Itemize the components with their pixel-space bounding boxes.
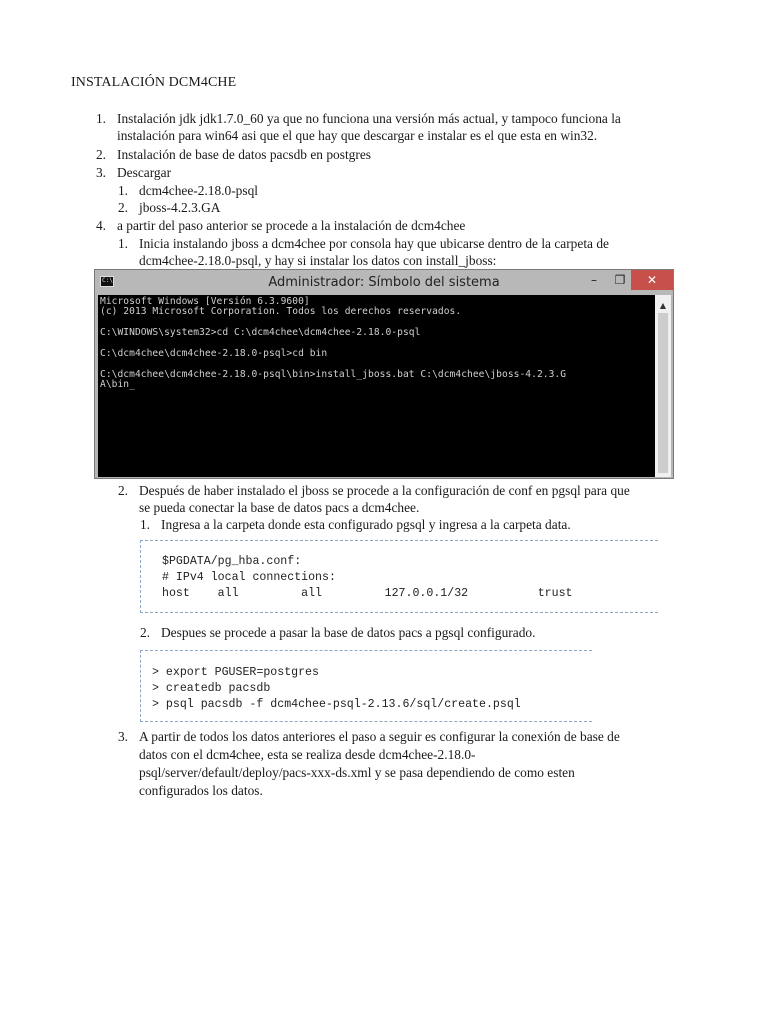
minimize-button[interactable]: –: [591, 273, 597, 287]
sub-list-item-text: datos con el dcm4chee, esta se realiza desde dcm4chee-2.18.0-: [139, 747, 476, 762]
sub-list-number: 2.: [117, 483, 128, 498]
sub-list-item-text: se pueda conectar la base de datos pacs a dcm4chee.: [139, 500, 420, 515]
sub-list-item-text: A partir de todos los datos anteriores el paso a seguir es configurar la conexión de base de: [139, 729, 620, 744]
sub-sub-list-number: 2.: [139, 625, 150, 640]
sub-sub-list-item-text: Ingresa a la carpeta donde esta configurado pgsql y ingresa a la carpeta data.: [161, 517, 571, 532]
list-item-text: instalación para win64 asi que el que hay que descargar e instalar es el que esta en win32.: [117, 128, 598, 143]
console-line: A\bin_: [100, 379, 135, 390]
cmd-icon: C:\: [100, 276, 114, 287]
console-scrollbar[interactable]: [655, 295, 671, 477]
list-item-text: Descargar: [117, 165, 172, 180]
sub-list-item-text: psql/server/default/deploy/pacs-xxx-ds.xml y se pasa dependiendo de como esten: [139, 765, 575, 780]
code-line: $PGDATA/pg_hba.conf:: [162, 555, 302, 568]
code-line: > psql pacsdb -f dcm4chee-psql-2.13.6/sql/create.psql: [152, 698, 521, 711]
sub-list-item-text: dcm4chee-2.18.0-psql: [139, 183, 258, 198]
sub-list-number: 1.: [117, 183, 128, 198]
code-block-pg-hba: [140, 540, 658, 613]
sub-list-number: 1.: [117, 236, 128, 251]
list-item-text: a partir del paso anterior se procede a la instalación de dcm4chee: [117, 218, 466, 233]
list-number: 3.: [95, 165, 106, 180]
sub-sub-list-item-text: Despues se procede a pasar la base de datos pacs a pgsql configurado.: [161, 625, 536, 640]
sub-list-item-text: Después de haber instalado el jboss se procede a la configuración de conf en pgsql para que: [139, 483, 630, 498]
sub-list-item-text: jboss-4.2.3.GA: [139, 200, 221, 215]
code-line: host all all 127.0.0.1/32 trust: [162, 587, 573, 600]
list-number: 2.: [95, 147, 106, 162]
console-line: (c) 2013 Microsoft Corporation. Todos los derechos reservados.: [100, 306, 462, 317]
sub-list-item-text: Inicia instalando jboss a dcm4chee por consola hay que ubicarse dentro de la carpeta de: [139, 236, 609, 251]
sub-list-item-text: dcm4chee-2.18.0-psql, y hay si instalar los datos con install_jboss:: [139, 253, 497, 268]
console-title: Administrador: Símbolo del sistema: [268, 275, 500, 290]
console-line: Microsoft Windows [Versión 6.3.9600]: [100, 296, 310, 307]
console-line: C:\dcm4chee\dcm4chee-2.18.0-psql>cd bin: [100, 348, 328, 359]
maximize-button[interactable]: ❐: [614, 273, 626, 287]
close-button[interactable]: ✕: [631, 270, 673, 290]
document-title: INSTALACIÓN DCM4CHE: [71, 75, 237, 90]
scrollbar-thumb[interactable]: [658, 313, 668, 473]
console-window: [94, 269, 674, 479]
console-line: C:\dcm4chee\dcm4chee-2.18.0-psql\bin>install_jboss.bat C:\dcm4chee\jboss-4.2.3.G: [100, 369, 567, 380]
code-line: > export PGUSER=postgres: [152, 666, 319, 679]
code-line: # IPv4 local connections:: [162, 571, 336, 584]
console-titlebar: [95, 270, 673, 295]
list-number: 4.: [95, 218, 106, 233]
sub-list-number: 3.: [117, 729, 128, 744]
code-block-createdb: [140, 650, 592, 722]
sub-list-number: 2.: [117, 200, 128, 215]
console-screen[interactable]: [98, 295, 655, 477]
code-line: > createdb pacsdb: [152, 682, 271, 695]
sub-list-item-text: configurados los datos.: [139, 783, 263, 798]
list-item-text: Instalación jdk jdk1.7.0_60 ya que no funciona una versión más actual, y tampoco funciona la: [117, 111, 621, 126]
list-number: 1.: [95, 111, 106, 126]
console-line: C:\WINDOWS\system32>cd C:\dcm4chee\dcm4chee-2.18.0-psql: [100, 327, 421, 338]
list-item-text: Instalación de base de datos pacsdb en postgres: [117, 147, 371, 162]
sub-sub-list-number: 1.: [139, 517, 150, 532]
scroll-up-arrow-icon[interactable]: ▲: [659, 301, 667, 310]
